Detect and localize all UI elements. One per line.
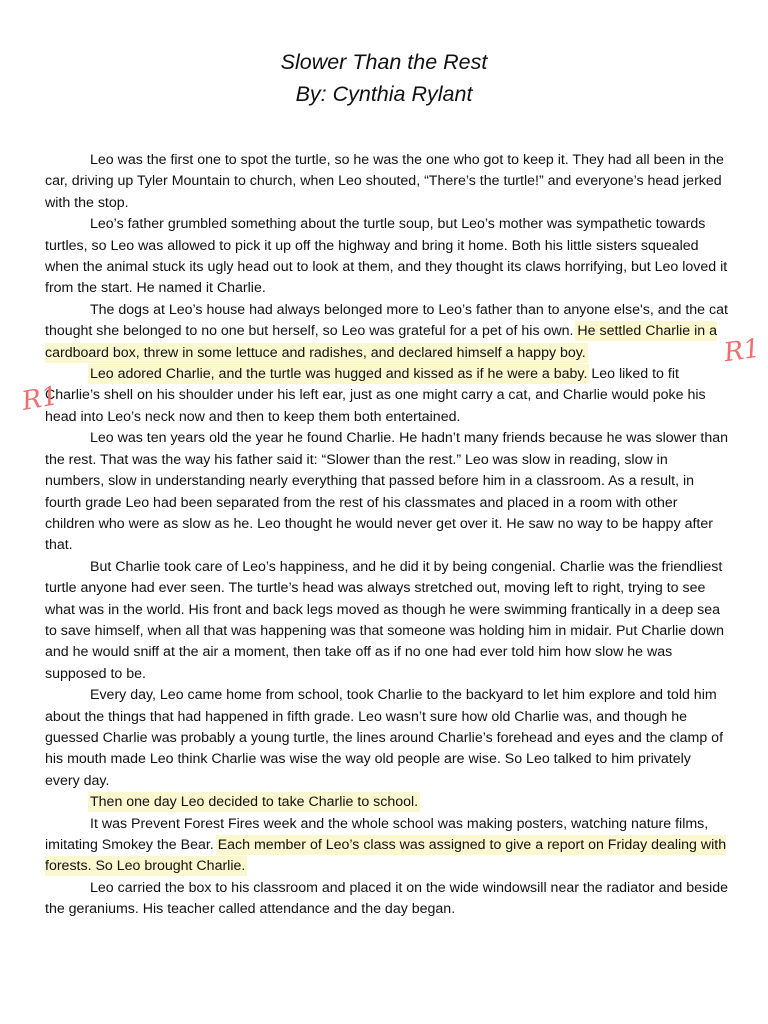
paragraph	[45, 214, 729, 300]
paragraph	[45, 685, 729, 792]
paragraph-text: Leo was ten years old the year he found Charlie. He hadn’t many friends because he was slower than the rest. That was the way his father said it: “Slower than the rest.” Leo was slow in reading, slow in numbers, slow in understanding nearly everything that passed before him in a classroom. As a result, in fourth grade Leo had been separated from the rest of his classmates and placed in a room with other children who were as slow as he. Leo thought he would never get over it. He saw no way to be happy after that.	[45, 430, 729, 554]
highlighted-text: Then one day Leo decided to take Charlie to school.	[90, 794, 419, 811]
paragraph	[45, 364, 729, 428]
paragraph	[45, 792, 729, 813]
story-byline: By: Cynthia Rylant	[295, 82, 473, 106]
paragraph	[45, 300, 729, 364]
paragraph-text: Leo liked to fit Charlie’s shell on his shoulder under his left ear, just as one might carry a cat, and Charlie would poke his head into Leo’s neck now and then to keep them both entertained.	[45, 366, 706, 425]
paragraph	[45, 878, 729, 921]
paragraph-text: But Charlie took care of Leo’s happiness, and he did it by being congenial. Charlie was the friendliest turtle anyone had ever seen. The turtle’s head was always stretched out, moving left to right, trying to see what was in the world. His front and back legs moved as though he were swimming frantically in a deep sea to save himself, when all that was happening was that someone was holding him in midair. Put Charlie down and he would sniff at the air a moment, then take off as if no one had ever told him how slow he was supposed to be.	[45, 558, 725, 682]
paragraph-text: The dogs at Leo’s house had always belonged more to Leo’s father than to anyone else's, and the cat thought she belonged to no one but herself, so Leo was grateful for a pet of his own.	[45, 301, 728, 340]
paragraph	[45, 557, 729, 685]
paragraph-text: It was Prevent Forest Fires week and the whole school was making posters, watching nature films, imitating Smokey the Bear.	[45, 815, 709, 853]
paragraph	[45, 150, 729, 214]
paragraph	[45, 814, 729, 878]
story-body	[45, 150, 729, 921]
title-block	[0, 46, 768, 110]
highlighted-text: Leo adored Charlie, and the turtle was hugged and kissed as if he were a baby.	[90, 366, 588, 383]
paragraph-text: Every day, Leo came home from school, took Charlie to the backyard to let him explore and told him about the things that had happened in fifth grade. Leo wasn’t sure how old Charlie was, and though he guessed Charlie was probably a young turtle, the lines around Charlie’s forehead and eyes and the clamp of his mouth made Leo think Charlie was wise the way old people are wise. So Leo talked to him privately every day.	[45, 687, 724, 789]
highlighted-text: Each member of Leo’s class was assigned to give a report on Friday dealing with forests. So Leo brought Charlie.	[45, 837, 727, 875]
paragraph-text: Leo carried the box to his classroom and placed it on the wide windowsill near the radiator and beside the geraniums. His teacher called attendance and the day began.	[45, 879, 729, 918]
handwritten-annotation-right: R1	[722, 333, 763, 369]
paragraph-text: Leo was the first one to spot the turtle, so he was the one who got to keep it. They had all been in the car, driving up Tyler Mountain to church, when Leo shouted, “There’s the turtle!” and everyone’s head jerked with the stop.	[45, 152, 724, 211]
handwritten-annotation-left: R1	[19, 381, 61, 417]
highlighted-text: He settled Charlie in a cardboard box, threw in some lettuce and radishes, and declared himself a happy boy.	[45, 323, 717, 361]
paragraph	[45, 428, 729, 556]
paragraph-text: Leo’s father grumbled something about the turtle soup, but Leo’s mother was sympathetic towards turtles, so Leo was allowed to pick it up off the highway and bring it home. Both his little sisters squealed when the animal stuck its ugly head out to look at them, and they thought its claws horrifying, but Leo loved it from the start. He named it Charlie.	[45, 216, 728, 297]
story-title: Slower Than the Rest	[280, 50, 488, 74]
